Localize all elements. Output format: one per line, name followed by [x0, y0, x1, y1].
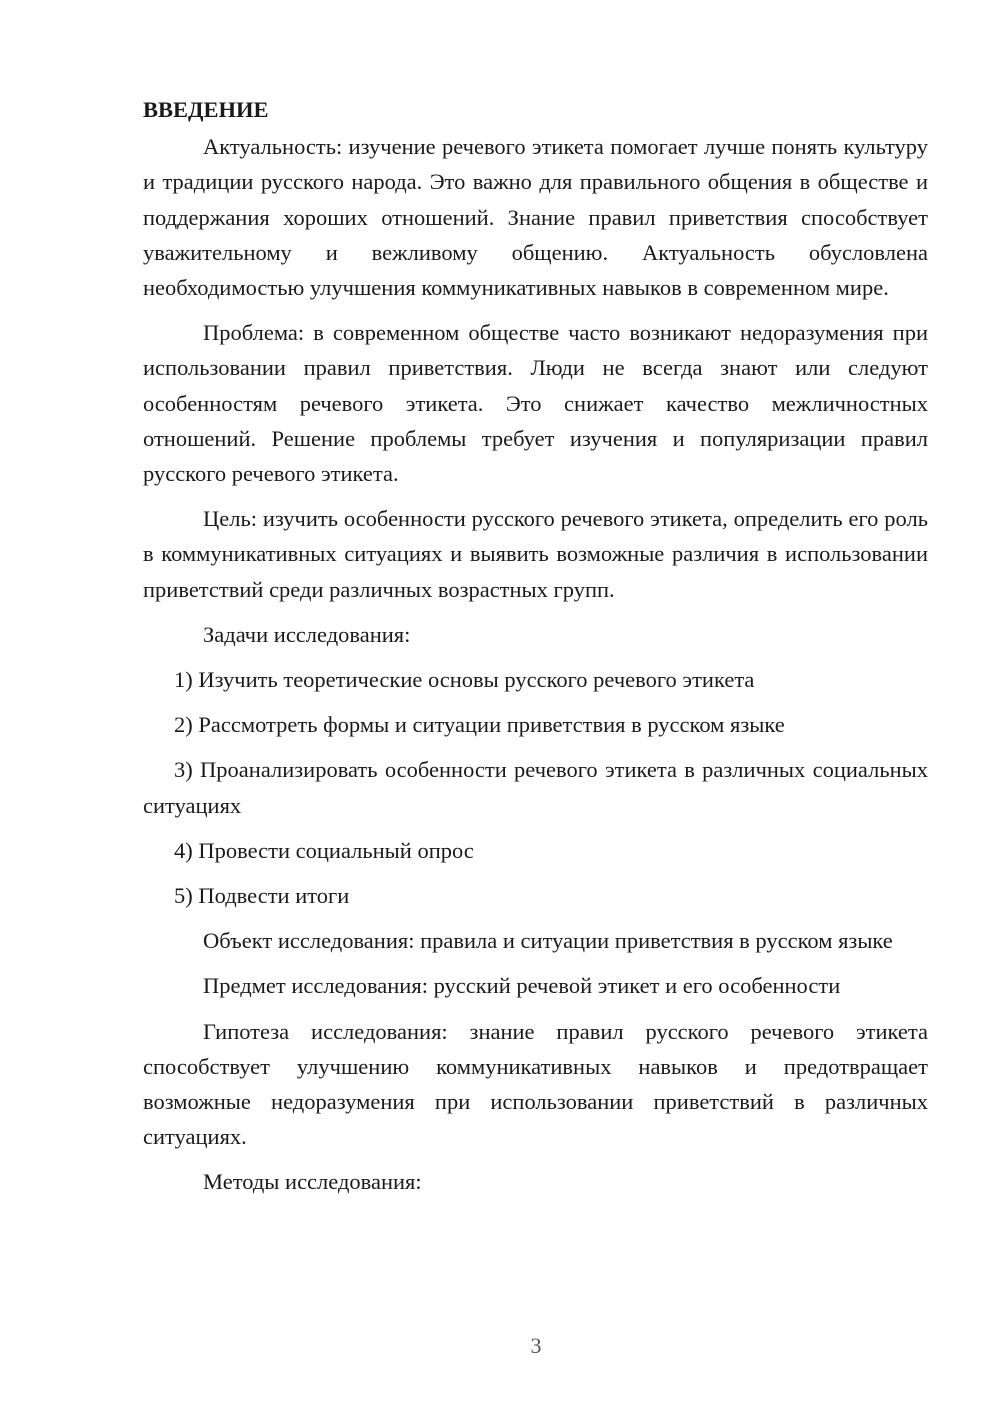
page-number: 3 — [530, 1333, 542, 1358]
problem-paragraph: Проблема: в современном обществе часто возникают недоразумения при использовании правил приветствия. Люди не всегда знают или следуют особенностям речевого этикета. Это снижает качество межличностных отношений. Решение проблемы требует изучения и популяризации правил русского речевого этикета. — [143, 320, 928, 487]
section-heading: ВВЕДЕНИЕ — [143, 97, 269, 122]
object-paragraph: Объект исследования: правила и ситуации приветствия в русском языке — [203, 928, 893, 954]
tasks-heading: Задачи исследования: — [203, 621, 411, 647]
subject-paragraph: Предмет исследования: русский речевой этикет и его особенности — [203, 973, 841, 999]
task-item: 3) Проанализировать особенности речевого этикета в различных социальных ситуациях — [143, 757, 928, 818]
page-content — [143, 92, 928, 1210]
task-item: 2) Рассмотреть формы и ситуации приветствия в русском языке — [174, 712, 785, 738]
task-item: 4) Провести социальный опрос — [174, 837, 474, 863]
task-item: 1) Изучить теоретические основы русского речевого этикета — [174, 667, 755, 693]
task-item: 5) Подвести итоги — [174, 883, 350, 909]
hypothesis-paragraph: Гипотеза исследования: знание правил русского речевого этикета способствует улучшению коммуникативных навыков и предотвращает возможные недоразумения при использовании приветствий в различных ситуациях. — [143, 1018, 928, 1150]
relevance-paragraph: Актуальность: изучение речевого этикета помогает лучше понять культуру и традиции русского народа. Это важно для правильного общения в обществе и поддержания хороших отношений. Знание правил приветствия способствует уважительному и вежливому общению. Актуальность обусловлена необходимостью улучшения коммуникативных навыков в современном мире. — [143, 134, 928, 301]
goal-paragraph: Цель: изучить особенности русского речевого этикета, определить его роль в коммуникативных ситуациях и выявить возможные различия в использовании приветствий среди различных возрастных групп. — [143, 506, 928, 602]
methods-heading: Методы исследования: — [203, 1169, 422, 1195]
